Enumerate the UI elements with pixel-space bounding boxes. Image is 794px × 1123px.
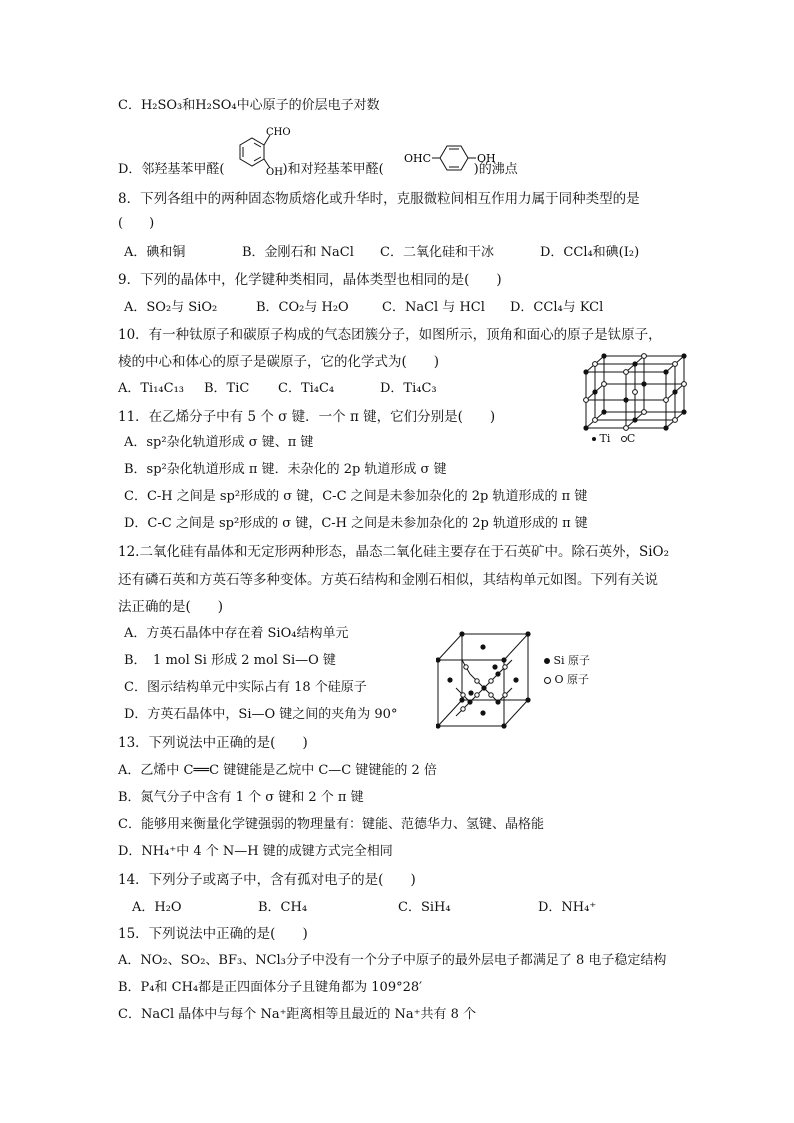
q7d-prefix: D．邻羟基苯甲醛(	[118, 162, 225, 177]
q13-option-b: B．氮气分子中含有 1 个 σ 键和 2 个 π 键	[118, 790, 364, 805]
cristobalite-unit-cell-diagram	[436, 630, 536, 730]
si-legend	[544, 652, 590, 668]
q14-options	[132, 899, 596, 917]
q12-option-b: B． 1 mol Si 形成 2 mol Si—O 键	[124, 653, 336, 668]
q9-options	[124, 299, 603, 317]
q12-line1: 12.二氧化硅有晶体和无定形两种形态，晶态二氧化硅主要存在于石英矿中。除石英外，SiO₂	[118, 544, 670, 560]
q14-option-c: C．SiH₄	[398, 900, 451, 915]
ti-c-cluster-diagram	[578, 348, 690, 432]
q9-option-d: D．CCl₄与 KCl	[510, 300, 604, 315]
ti-atom-icon	[592, 437, 596, 441]
legend-ti-label: Ti	[599, 432, 611, 445]
q9-stem: 9．下列的晶体中，化学键种类相同，晶体类型也相同的是( )	[118, 272, 502, 288]
q7d-mid: )和对羟基苯甲醛(	[282, 162, 384, 177]
q9-option-a: A．SO₂与 SiO₂	[124, 300, 218, 315]
q14-stem: 14．下列分子或离子中，含有孤对电子的是( )	[118, 872, 416, 888]
q10-line2: 棱的中心和体心的原子是碳原子，它的化学式为( )	[118, 354, 440, 370]
q10-line1: 10．有一种钛原子和碳原子构成的气态团簇分子，如图所示，顶角和面心的原子是钛原子，	[118, 327, 662, 343]
ortho-hydroxybenzaldehyde-structure	[232, 124, 296, 176]
q15-option-a: A．NO₂、SO₂、BF₃、NCl₃分子中没有一个分子中原子的最外层电子都满足了 8 电子稳定结构	[118, 953, 667, 968]
q10-option-b: B．TiC	[204, 381, 250, 396]
q13-option-a: A．乙烯中 C══C 键键能是乙烷中 C—C 键键能的 2 倍	[118, 763, 437, 778]
q10-options	[118, 380, 437, 398]
q12-option-a: A．方英石晶体中存在着 SiO₄结构单元	[124, 626, 349, 641]
q9-option-b: B．CO₂与 H₂O	[256, 300, 349, 315]
q10-option-c: C．Ti₄C₄	[278, 381, 335, 396]
q8-option-b: B．金刚石和 NaCl	[242, 245, 354, 260]
q10-option-d: D．Ti₄C₃	[380, 381, 437, 396]
q8-option-c: C．二氧化硅和干冰	[380, 245, 494, 260]
legend-c-label: C	[626, 432, 636, 445]
q8-stem: 8．下列各组中的两种固态物质熔化或升华时，克服微粒间相互作用力属于同种类型的是	[118, 191, 640, 207]
si-atom-icon	[544, 658, 550, 664]
q15-stem: 15．下列说法中正确的是( )	[118, 926, 308, 942]
q9-option-c: C．NaCl 与 HCl	[382, 300, 485, 315]
q11-option-d: D．C-C 之间是 sp²形成的 σ 键，C-H 之间是未参加杂化的 2p 轨道形成的 π 键	[124, 516, 588, 531]
q15-option-c: C．NaCl 晶体中与每个 Na⁺距离相等且最近的 Na⁺共有 8 个	[118, 1007, 477, 1022]
q13-option-d: D．NH₄⁺中 4 个 N—H 键的成键方式完全相同	[118, 844, 393, 859]
q11-option-c: C．C-H 之间是 sp²形成的 σ 键，C-C 之间是未参加杂化的 2p 轨道形成的 π 键	[124, 489, 588, 504]
q14-option-a: A．H₂O	[132, 900, 182, 915]
q8-option-a: A．碘和铜	[124, 245, 186, 260]
q13-option-c: C．能够用来衡量化学键强弱的物理量有：键能、范德华力、氢键、晶格能	[118, 817, 544, 832]
q12-line3: 法正确的是( )	[118, 599, 224, 615]
q12-line2: 还有磷石英和方英石等多种变体。方英石结构和金刚石相似，其结构单元如图。下列有关说	[118, 572, 658, 588]
q11-option-a: A．sp²杂化轨道形成 σ 键、π 键	[124, 435, 314, 450]
q15-option-b: B．P₄和 CH₄都是正四面体分子且键角都为 109°28′	[118, 980, 423, 995]
q11-option-b: B．sp²杂化轨道形成 π 键．未杂化的 2p 轨道形成 σ 键	[124, 462, 447, 477]
para-hydroxybenzaldehyde-structure	[402, 140, 502, 176]
q14-option-b: B．CH₄	[258, 900, 308, 915]
q8-options	[124, 244, 639, 262]
legend-si-label: Si 原子	[553, 654, 591, 667]
o-atom-icon	[544, 677, 551, 684]
q12-option-c: C．图示结构单元中实际占有 18 个硅原子	[124, 680, 367, 695]
ortho-cho-label: CHO	[266, 127, 291, 138]
para-oh-label: OH	[477, 152, 496, 165]
q7-option-c: C．H₂SO₃和H₂SO₄中心原子的价层电子对数	[118, 98, 380, 113]
ortho-oh-label: OH	[266, 167, 283, 176]
q14-option-d: D．NH₄⁺	[538, 900, 597, 915]
q7d-suffix: )的沸点	[473, 162, 518, 177]
legend-o-label: O 原子	[554, 673, 590, 686]
q13-stem: 13．下列说法中正确的是( )	[118, 735, 308, 751]
ti-c-legend	[592, 432, 635, 445]
q11-stem: 11．在乙烯分子中有 5 个 σ 键．一个 π 键，它们分别是( )	[118, 409, 496, 425]
q12-option-d: D．方英石晶体中，Si—O 键之间的夹角为 90°	[124, 707, 398, 722]
para-ohc-label: OHC	[404, 152, 432, 165]
q8-option-d: D．CCl₄和碘(I₂)	[540, 245, 640, 260]
q10-option-a: A．Ti₁₄C₁₃	[118, 381, 185, 396]
o-legend	[544, 671, 589, 687]
q8-paren: ( )	[118, 216, 155, 231]
